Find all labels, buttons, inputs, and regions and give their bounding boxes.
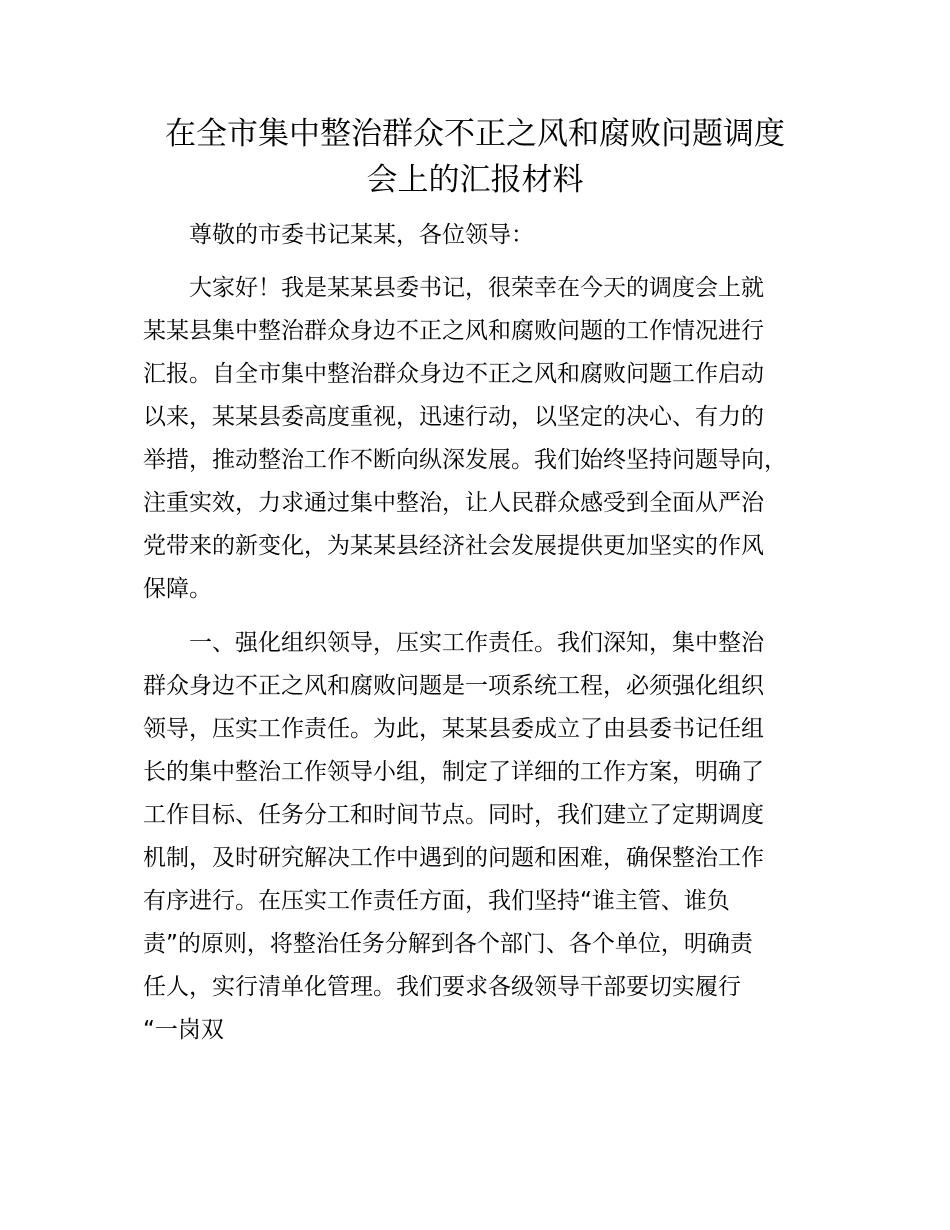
section-line: 群众身边不正之风和腐败问题是一项系统工程，必须强化组织 bbox=[143, 673, 764, 699]
section-line: 领导，压实工作责任。为此，某某县委成立了由县委书记任组 bbox=[143, 716, 764, 742]
body-line: 举措，推动整治工作不断向纵深发展。我们始终坚持问题导向， bbox=[143, 447, 787, 473]
body-line: 保障。 bbox=[143, 576, 212, 602]
section-line: 责”的原则，将整治任务分解到各个部门、各个单位，明确责 bbox=[143, 931, 753, 957]
section-line: 工作目标、任务分工和时间节点。同时，我们建立了定期调度 bbox=[143, 802, 764, 828]
section-line: 长的集中整治工作领导小组，制定了详细的工作方案，明确了 bbox=[143, 759, 764, 785]
body-line: 以来，某某县委高度重视，迅速行动，以坚定的决心、有力的 bbox=[143, 404, 764, 430]
salutation-line: 尊敬的市委书记某某，各位领导： bbox=[143, 222, 534, 248]
document-title-line-2: 会上的汇报材料 bbox=[366, 162, 584, 198]
section-line: 有序进行。在压实工作责任方面，我们坚持“谁主管、谁负 bbox=[143, 888, 730, 914]
body-line: 大家好！我是某某县委书记，很荣幸在今天的调度会上就 bbox=[143, 275, 764, 301]
body-line: 某某县集中整治群众身边不正之风和腐败问题的工作情况进行 bbox=[143, 318, 764, 344]
document-title-line-1: 在全市集中整治群众不正之风和腐败问题调度 bbox=[165, 116, 785, 152]
section-line: “一岗双 bbox=[143, 1017, 224, 1043]
body-line: 注重实效，力求通过集中整治，让人民群众感受到全面从严治 bbox=[143, 490, 764, 516]
body-line: 党带来的新变化，为某某县经济社会发展提供更加坚实的作风 bbox=[143, 533, 764, 559]
section-line: 机制，及时研究解决工作中遇到的问题和困难，确保整治工作 bbox=[143, 845, 764, 871]
section-line: 任人，实行清单化管理。我们要求各级领导干部要切实履行 bbox=[143, 974, 741, 1000]
section-line: 一、强化组织领导，压实工作责任。我们深知，集中整治 bbox=[143, 630, 764, 656]
body-line: 汇报。自全市集中整治群众身边不正之风和腐败问题工作启动 bbox=[143, 361, 764, 387]
